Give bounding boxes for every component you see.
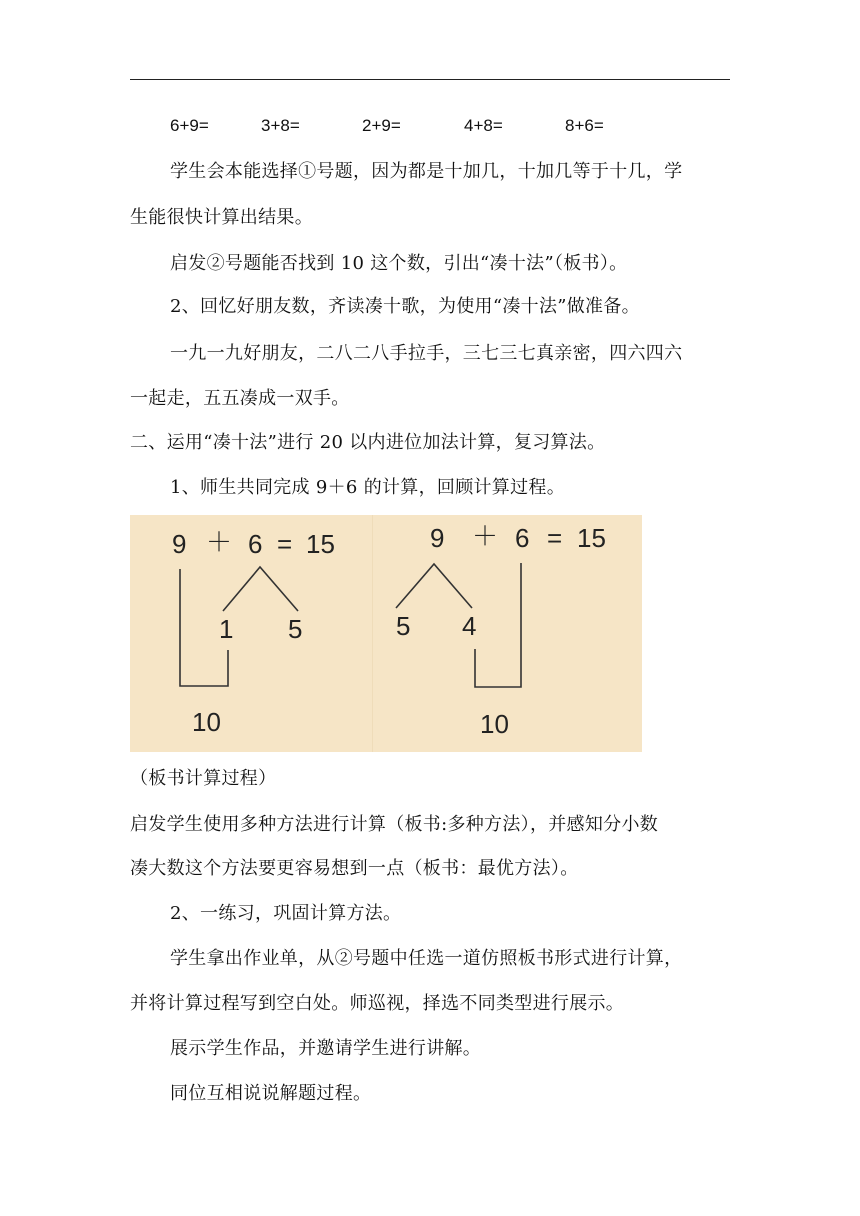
- left-result: 15: [306, 529, 335, 559]
- equation-row: [0, 116, 860, 140]
- paragraph-line: 学生会本能选择①号题，因为都是十加几，十加几等于十几，学: [170, 161, 683, 182]
- right-split-branch: [396, 564, 472, 608]
- equation: 3+8=: [261, 116, 300, 135]
- equation: 6+9=: [170, 116, 209, 135]
- left-equals-sign: =: [277, 529, 293, 559]
- right-addend-a: 9: [430, 523, 445, 553]
- paragraph-line: 1、师生共同完成 9＋6 的计算，回顾计算过程。: [170, 477, 565, 498]
- make-ten-diagram: [130, 515, 642, 752]
- right-ten-bracket: [475, 563, 521, 687]
- blackboard-figure: [130, 515, 642, 752]
- equation: 4+8=: [464, 116, 503, 135]
- right-equals-sign: =: [547, 523, 563, 553]
- header-rule: [130, 79, 730, 80]
- left-ten: 10: [192, 707, 221, 737]
- right-plus-sign: ＋: [472, 521, 499, 551]
- right-addend-b: 6: [515, 523, 530, 553]
- left-plus-sign: ＋: [206, 527, 233, 557]
- right-split-5: 5: [396, 611, 411, 641]
- section-heading: 二、运用“凑十法”进行 20 以内进位加法计算，复习算法。: [130, 432, 606, 453]
- paragraph-line: 展示学生作品，并邀请学生进行讲解。: [170, 1038, 482, 1059]
- paragraph-line: 2、回忆好朋友数，齐读凑十歌，为使用“凑十法”做准备。: [170, 296, 640, 317]
- paragraph-line: 2、一练习，巩固计算方法。: [170, 903, 402, 924]
- paragraph-line: 启发学生使用多种方法进行计算（板书:多种方法），并感知分小数: [130, 814, 659, 835]
- left-addend-a: 9: [172, 529, 187, 559]
- paragraph-line: 学生拿出作业单，从②号题中任选一道仿照板书形式进行计算，: [170, 948, 683, 969]
- paragraph-line: 同位互相说说解题过程。: [170, 1083, 372, 1104]
- paragraph-line: 并将计算过程写到空白处。师巡视，择选不同类型进行展示。: [130, 993, 625, 1014]
- paragraph-line: 凑大数这个方法要更容易想到一点（板书：最优方法）。: [130, 858, 579, 879]
- right-ten: 10: [480, 709, 509, 739]
- paragraph-line: 启发②号题能否找到 10 这个数，引出“凑十法”（板书）。: [170, 253, 628, 274]
- equation: 8+6=: [565, 116, 604, 135]
- left-split-5: 5: [288, 614, 303, 644]
- paragraph-line: 生能很快计算出结果。: [130, 207, 313, 228]
- left-split-branch: [223, 567, 298, 611]
- paragraph-line: 一起走，五五凑成一双手。: [130, 388, 350, 409]
- right-result: 15: [577, 523, 606, 553]
- figure-caption: （板书计算过程）: [130, 768, 277, 789]
- left-addend-b: 6: [248, 529, 263, 559]
- equation: 2+9=: [362, 116, 401, 135]
- paragraph-line: 一九一九好朋友，二八二八手拉手，三七三七真亲密，四六四六: [170, 343, 683, 364]
- right-split-4: 4: [462, 611, 477, 641]
- left-split-1: 1: [219, 614, 234, 644]
